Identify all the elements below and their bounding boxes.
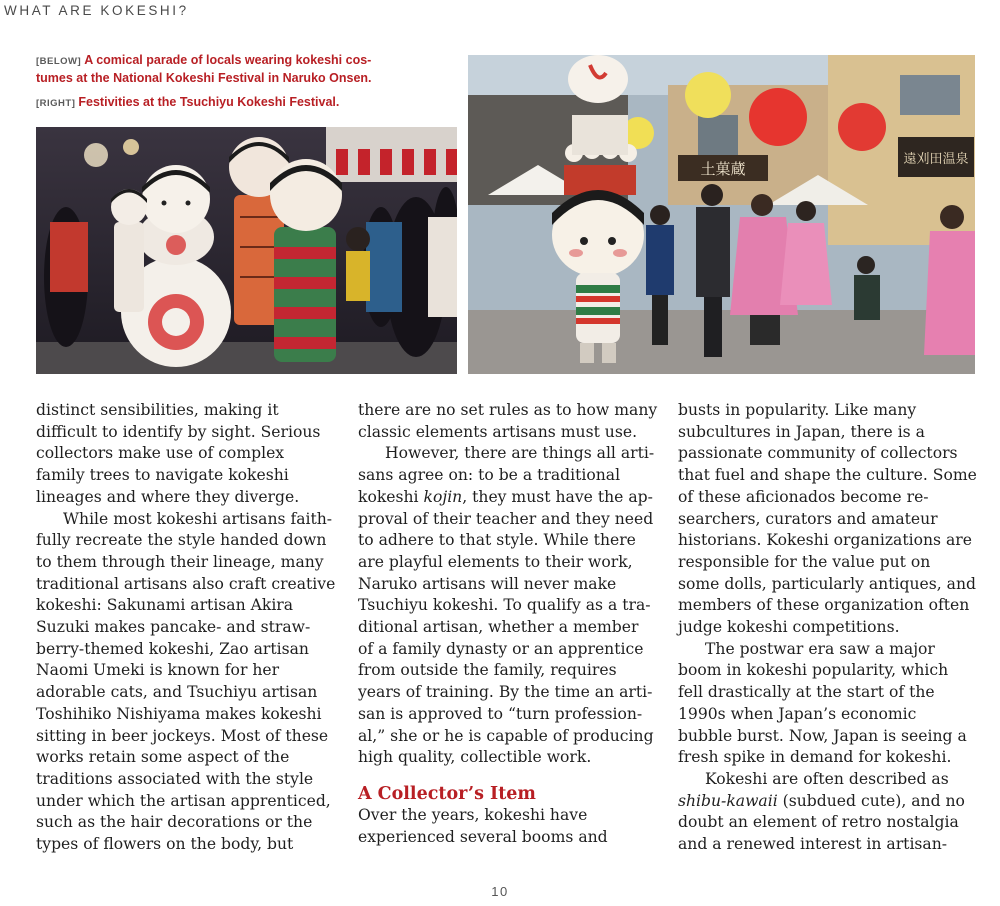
body-line: passionate community of collectors bbox=[678, 444, 958, 463]
body-line: bubble burst. Now, Japan is seeing a bbox=[678, 726, 967, 745]
body-line: responsible for the value put on bbox=[678, 552, 931, 571]
body-line: classic elements artisans must use. bbox=[358, 422, 638, 441]
body-line: some dolls, particularly antiques, and bbox=[678, 574, 976, 593]
body-line: judge kokeshi competitions. bbox=[678, 618, 900, 637]
body-line: 1990s when Japan’s economic bbox=[678, 704, 917, 723]
body-line: Naomi Umeki is known for her bbox=[36, 661, 280, 680]
body-line: of these aficionados become re- bbox=[678, 487, 929, 506]
body-line: years of training. By the time an arti- bbox=[358, 683, 653, 702]
body-line: from outside the family, requires bbox=[358, 661, 617, 680]
body-line: However, there are things all arti- bbox=[385, 444, 655, 463]
body-line: Kokeshi are often described as bbox=[705, 769, 949, 788]
body-line: adorable cats, and Tsuchiyu artisan bbox=[36, 683, 318, 702]
body-line: traditional artisans also craft creative bbox=[36, 574, 336, 593]
body-line: searchers, curators and amateur bbox=[678, 509, 938, 528]
body-line: Tsuchiyu kokeshi. To qualify as a tra- bbox=[358, 596, 651, 615]
caption-below bbox=[36, 52, 456, 87]
body-line: al,” she or he is capable of producing bbox=[358, 726, 654, 745]
body-line: Naruko artisans will never make bbox=[358, 574, 617, 593]
onsen-sign: 遠刈田温泉 bbox=[903, 152, 969, 167]
body-line: While most kokeshi artisans faith- bbox=[63, 509, 333, 528]
section-subhead: A Collector’s Item bbox=[358, 783, 536, 804]
caption-tag: [RIGHT] bbox=[36, 98, 76, 109]
photo-tsuchiyu-festival bbox=[468, 55, 975, 374]
body-line: are playful elements to their work, bbox=[358, 552, 633, 571]
body-line: sans agree on: to be a traditional bbox=[358, 466, 621, 485]
parade-illustration bbox=[36, 127, 457, 374]
body-line: difficult to identify by sight. Serious bbox=[36, 422, 321, 441]
body-line: under which the artisan apprenticed, bbox=[36, 791, 331, 810]
body-line: traditions associated with the style bbox=[36, 769, 314, 788]
text-column-3 bbox=[678, 400, 978, 856]
body-line: there are no set rules as to how many bbox=[358, 401, 658, 419]
body-line: types of flowers on the body, but bbox=[36, 835, 294, 854]
body-line bbox=[678, 791, 978, 813]
body-text: (subdued cute), and no bbox=[777, 791, 965, 810]
caption-line: tumes at the National Kokeshi Festival in Naruko Onsen. bbox=[36, 71, 372, 85]
body-line: boom in kokeshi popularity, which bbox=[678, 661, 949, 680]
body-line: to adhere to that style. While there bbox=[358, 531, 636, 550]
photo-captions bbox=[36, 52, 456, 119]
body-line: and a renewed interest in artisan- bbox=[678, 835, 948, 854]
body-line: ditional artisan, whether a member bbox=[358, 618, 639, 637]
body-line: doubt an element of retro nostalgia bbox=[678, 813, 959, 832]
body-line: Toshihiko Nishiyama makes kokeshi bbox=[36, 704, 322, 723]
body-line: that fuel and shape the culture. Some bbox=[678, 466, 977, 485]
caption-line: A comical parade of locals wearing kokeshi cos- bbox=[84, 53, 372, 67]
body-line: such as the hair decorations or the bbox=[36, 813, 313, 832]
running-head: WHAT ARE KOKESHI? bbox=[4, 3, 189, 18]
caption-line: Festivities at the Tsuchiyu Kokeshi Festival. bbox=[78, 95, 340, 109]
body-line: family trees to navigate kokeshi bbox=[36, 466, 289, 485]
body-line: fully recreate the style handed down bbox=[36, 531, 327, 550]
body-line: of a family dynasty or an apprentice bbox=[358, 639, 644, 658]
body-line: busts in popularity. Like many bbox=[678, 401, 917, 419]
italic-term-shibu-kawaii: shibu-kawaii bbox=[678, 791, 778, 810]
body-line bbox=[358, 487, 658, 509]
body-line: collectors make use of complex bbox=[36, 444, 285, 463]
body-line: The postwar era saw a major bbox=[705, 639, 935, 658]
body-line: to them through their lineage, many bbox=[36, 552, 324, 571]
body-line: fresh spike in demand for kokeshi. bbox=[678, 748, 952, 767]
body-line: subcultures in Japan, there is a bbox=[678, 422, 925, 441]
body-line: san is approved to “turn profession- bbox=[358, 704, 643, 723]
photo-kokeshi-parade bbox=[36, 127, 457, 374]
body-text: kokeshi bbox=[358, 487, 424, 506]
body-line: experienced several booms and bbox=[358, 827, 608, 846]
caption-right bbox=[36, 94, 456, 112]
page-number: 10 bbox=[491, 884, 509, 899]
body-line: proval of their teacher and they need bbox=[358, 509, 654, 528]
body-text: , they must have the ap- bbox=[462, 487, 653, 506]
text-column-2 bbox=[358, 400, 658, 848]
body-line: berry-themed kokeshi, Zao artisan bbox=[36, 639, 309, 658]
caption-tag: [BELOW] bbox=[36, 56, 82, 67]
body-line: Over the years, kokeshi have bbox=[358, 805, 588, 824]
italic-term-kojin: kojin bbox=[423, 487, 463, 506]
shop-sign: 土菓蔵 bbox=[700, 160, 746, 178]
festival-illustration bbox=[468, 55, 975, 374]
body-line: Suzuki makes pancake- and straw- bbox=[36, 618, 311, 637]
body-line: lineages and where they diverge. bbox=[36, 487, 300, 506]
body-line: sitting in beer jockeys. Most of these bbox=[36, 726, 329, 745]
body-line: fell drastically at the start of the bbox=[678, 683, 935, 702]
body-line: high quality, collectible work. bbox=[358, 748, 592, 767]
text-column-1 bbox=[36, 400, 336, 856]
body-line: works retain some aspect of the bbox=[36, 748, 290, 767]
body-line: distinct sensibilities, making it bbox=[36, 401, 279, 419]
body-line: historians. Kokeshi organizations are bbox=[678, 531, 972, 550]
body-line: kokeshi: Sakunami artisan Akira bbox=[36, 596, 294, 615]
body-line: members of these organization often bbox=[678, 596, 970, 615]
